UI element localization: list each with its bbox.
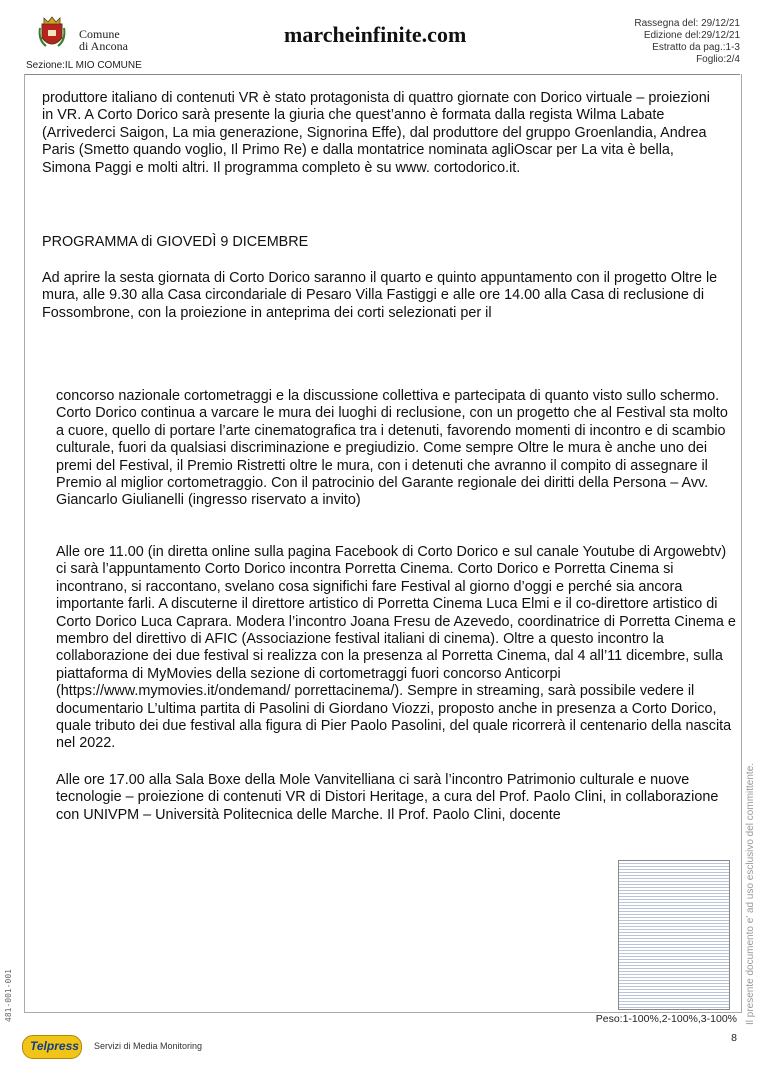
telpress-logo-text: Telpress: [30, 1039, 79, 1053]
paragraph-text: produttore italiano di contenuti VR è stato protagonista di quattro giornate con Dorico virtuale – proiezioni in VR. A Corto Dorico sarà presente la giuria che quest’anno è formata dalla regista Wilma Labate (Arrivederci Saigon, La mia generazione, Signorina Effe), dal produttore del gruppo Groenlandia, Andrea Paris (Smetto quando voglio, Il Primo Re) e dalla montatrice nominata agliOscar per La vita è bella, Simona Paggi e molti altri. Il programma completo è su www. cortodorico.it.: [42, 90, 710, 176]
foglio-number: Foglio:2/4: [696, 54, 740, 65]
rassegna-date: Rassegna del: 29/12/21: [634, 18, 740, 29]
heading-text: PROGRAMMA di GIOVEDÌ 9 DICEMBRE: [42, 234, 309, 250]
page-thumbnail: [618, 860, 730, 1010]
article-paragraph-1: [42, 90, 722, 177]
section-label: Sezione:IL MIO COMUNE: [26, 60, 142, 71]
comune-label: [79, 28, 128, 52]
telpress-logo: [22, 1035, 82, 1059]
article-paragraph-3: [56, 388, 736, 510]
page-header: [24, 14, 740, 74]
document-code: 481-001-001: [4, 969, 13, 1022]
paragraph-text: Alle ore 11.00 (in diretta online sulla pagina Facebook di Corto Dorico e sul canale Youtube di Argowebtv) ci sarà l’appuntamento Corto Dorico incontra Porretta Cinema. Corto Dorico e Porretta Cinema si incontrano, si raccontano, svelano cosa significhi fare Festival al giorno d’oggi e perché sia ancora importante farli. A discuterne il direttore artistico di Porretta Cinema Luca Elmi e il co-direttore artistico di Corto Dorico Luca Caprara. Modera l’incontro Joana Fresu de Azevedo, coordinatrice di Porretta Cinema e membro del direttivo di AFIC (Associazione festival italiani di cinema). Oltre a questo incontro la collaborazione dei due festival si realizza con la presenza al Porretta Cinema, dal 4 all’11 dicembre, sulla piattaforma di MyMovies della sezione di cortometraggi fuori concorso Anticorpi (https://www.mymovies.it/ondemand/ porrettacinema/). Sempre in streaming, sarà possibile vedere il documentario L’ultima partita di Pasolini di Giordano Viozzi, proposto anche in presenza a Corto Dorico, quale tributo dei due festival alla figura di Pier Paolo Pasolini, del quale ricorrerà il centenario della nascita nel 2022.: [56, 544, 736, 752]
paragraph-text: Alle ore 17.00 alla Sala Boxe della Mole Vanvitelliana ci sarà l’incontro Patrimonio culturale e nuove tecnologie – proiezione di contenuti VR di Distori Heritage, a cura del Prof. Paolo Clini, in collaborazione con UNIVPM – Università Politecnica delle Marche. Il Prof. Paolo Clini, docente: [56, 772, 719, 823]
edizione-date: Edizione del:29/12/21: [643, 30, 740, 41]
paragraph-text: concorso nazionale cortometraggi e la discussione collettiva e partecipata di quanto visto sullo schermo. Corto Dorico continua a varcare le mura dei luoghi di reclusione, con un progetto che al Festival sta molto a cuore, quello di portare l’arte cinematografica tra i detenuti, favorendo momenti di incontro e di scambio culturale, fuori da qualsiasi discriminazione e pregiudizio. Come sempre Oltre le mura è anche uno dei premi del Festival, il Premio Ristretti oltre le mura, con i detenuti che avranno il compito di assegnare il Premio al miglior cortometraggio. Con il patrocinio del Garante regionale dei diritti della Persona – Avv. Giancarlo Giulianelli (ingresso riservato a invito): [56, 388, 728, 509]
peso-label: Peso:1-100%,2-100%,3-100%: [595, 1013, 737, 1025]
comune-line2: di Ancona: [79, 39, 128, 53]
page-number: 8: [731, 1032, 737, 1044]
publication-title: marcheinfinite.com: [284, 22, 467, 47]
article-paragraph-4: [56, 544, 736, 753]
press-meta: [634, 18, 740, 66]
comune-line1: Comune: [79, 27, 120, 41]
article-paragraph-5: [56, 772, 736, 824]
program-heading: [42, 234, 722, 251]
usage-note: Il presente documento e' ad uso esclusivo del committente.: [745, 762, 756, 1025]
article-paragraph-2: [42, 270, 722, 322]
paragraph-text: Ad aprire la sesta giornata di Corto Dorico saranno il quarto e quinto appuntamento con il progetto Oltre le mura, alle 9.30 alla Casa circondariale di Pesaro Villa Fastiggi e alle ore 14.00 alla Casa di reclusione di Fossombrone, con la proiezione in anteprima dei corti selezionati per il: [42, 270, 718, 321]
estratto-pages: Estratto da pag.:1-3: [652, 42, 740, 53]
ancona-crest-icon: [38, 16, 66, 52]
servizi-label: Servizi di Media Monitoring: [94, 1041, 203, 1051]
